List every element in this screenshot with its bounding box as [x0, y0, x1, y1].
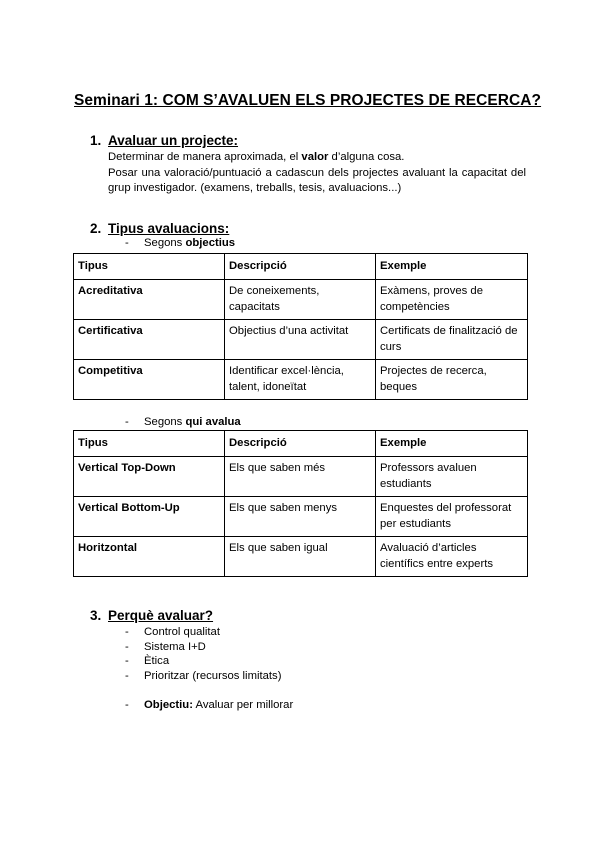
table-row — [74, 457, 528, 497]
subgroup-prefix: Segons — [144, 237, 186, 249]
objective-label: Objectiu: — [144, 699, 193, 711]
table-row — [74, 360, 528, 400]
section-1-title: Avaluar un projecte: — [108, 133, 239, 148]
header-tipus: Tipus — [74, 254, 225, 280]
dash: - — [125, 655, 129, 668]
list-item-text: Sistema I+D — [144, 640, 206, 653]
subgroup-qui-avalua — [125, 416, 241, 428]
dash: - — [125, 699, 129, 711]
page-title: Seminari 1: COM S’AVALUEN ELS PROJECTES DE RECERCA? — [74, 92, 542, 109]
subgroup-bold: qui avalua — [185, 416, 241, 428]
list-item — [125, 625, 281, 640]
cell-exemple: Avaluació d’articles científics entre experts — [376, 537, 528, 577]
section-3-number: 3. — [90, 608, 102, 623]
bold-term: valor — [301, 151, 329, 163]
section-2-title: Tipus avaluacions: — [108, 221, 230, 236]
cell-exemple: Professors avaluen estudiants — [376, 457, 528, 497]
section-3-title: Perquè avaluar? — [108, 608, 214, 623]
subgroup-objectius — [125, 237, 235, 249]
cell-tipus: Horitzontal — [74, 537, 225, 577]
cell-exemple: Enquestes del professorat per estudiants — [376, 497, 528, 537]
list-item-text: Control qualitat — [144, 626, 220, 638]
cell-exemple: Projectes de recerca, beques — [376, 360, 528, 400]
list-item — [125, 654, 281, 669]
cell-descripcio: De coneixements, capacitats — [225, 280, 376, 320]
list-item — [125, 669, 281, 684]
dash: - — [125, 640, 129, 653]
line-text: d’alguna cosa. — [328, 151, 405, 163]
table-header-row — [74, 431, 528, 457]
cell-tipus: Acreditativa — [74, 280, 225, 320]
dash: - — [125, 416, 129, 428]
dash: - — [125, 237, 129, 249]
reasons-list — [125, 625, 281, 683]
cell-descripcio: Identificar excel·lència, talent, idoneïtat — [225, 360, 376, 400]
cell-tipus: Certificativa — [74, 320, 225, 360]
section-2-number: 2. — [90, 221, 102, 236]
table-row — [74, 497, 528, 537]
header-descripcio: Descripció — [225, 254, 376, 280]
section-1-heading — [90, 133, 238, 148]
dash: - — [125, 626, 129, 638]
cell-descripcio: Els que saben menys — [225, 497, 376, 537]
table-qui-avalua — [73, 430, 528, 577]
cell-tipus: Competitiva — [74, 360, 225, 400]
section-1-number: 1. — [90, 133, 102, 148]
list-item-text: Ètica — [144, 655, 170, 668]
header-exemple: Exemple — [376, 254, 528, 280]
section-1-line-2: Posar una valoració/puntuació a cadascun dels projectes avaluant la capacitat del grup investigador. (examens, treballs, tesis, avaluacions...) — [108, 166, 526, 195]
dash: - — [125, 669, 129, 682]
cell-exemple: Certificats de finalització de curs — [376, 320, 528, 360]
table-header-row — [74, 254, 528, 280]
cell-descripcio: Els que saben igual — [225, 537, 376, 577]
table-row — [74, 320, 528, 360]
cell-tipus: Vertical Bottom-Up — [74, 497, 225, 537]
list-item — [125, 640, 281, 655]
section-1-line-1 — [108, 150, 526, 166]
cell-exemple: Exàmens, proves de competències — [376, 280, 528, 320]
cell-descripcio: Objectius d’una activitat — [225, 320, 376, 360]
section-1-body — [108, 150, 526, 197]
subgroup-prefix: Segons — [144, 416, 186, 428]
objective-text: Avaluar per millorar — [192, 699, 294, 711]
header-exemple: Exemple — [376, 431, 528, 457]
line-text: Determinar de manera aproximada, el — [108, 151, 302, 163]
header-tipus: Tipus — [74, 431, 225, 457]
section-3-heading — [90, 608, 213, 623]
list-item-text: Prioritzar (recursos limitats) — [144, 669, 282, 682]
section-2-heading — [90, 221, 229, 236]
table-row — [74, 280, 528, 320]
objective-line — [125, 699, 293, 711]
cell-descripcio: Els que saben més — [225, 457, 376, 497]
cell-tipus: Vertical Top-Down — [74, 457, 225, 497]
table-row — [74, 537, 528, 577]
table-objectius — [73, 253, 528, 400]
subgroup-bold: objectius — [185, 237, 236, 249]
header-descripcio: Descripció — [225, 431, 376, 457]
